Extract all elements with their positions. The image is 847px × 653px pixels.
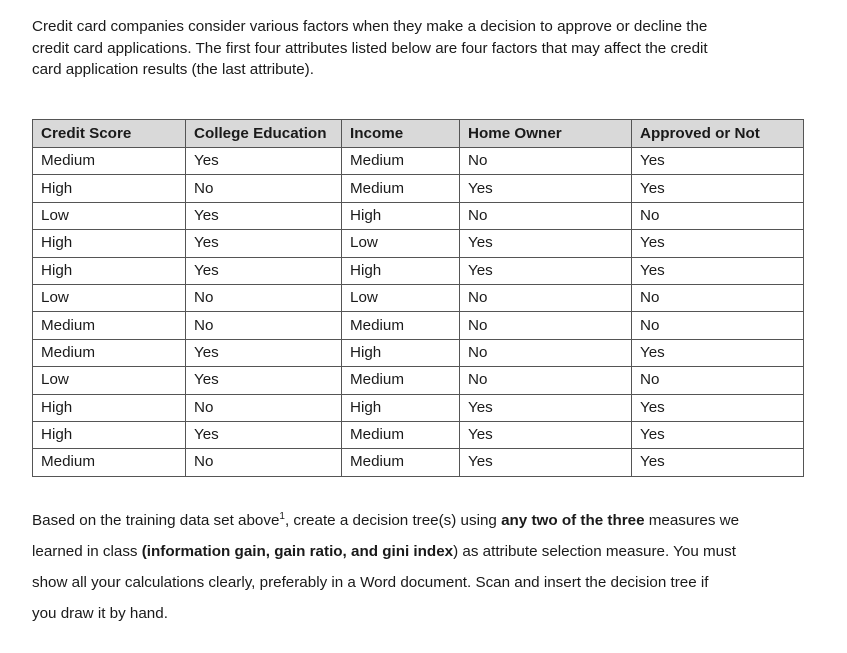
- cell-home-owner: No: [460, 312, 632, 339]
- header-income: Income: [342, 120, 460, 148]
- cell-income: High: [342, 202, 460, 229]
- cell-college-education: Yes: [186, 421, 342, 448]
- cell-credit-score: Low: [33, 202, 186, 229]
- cell-approved-or-not: Yes: [632, 394, 804, 421]
- instructions-line-1: [32, 505, 822, 536]
- cell-home-owner: No: [460, 367, 632, 394]
- table-row: [33, 449, 804, 476]
- training-data-table: [32, 119, 804, 477]
- cell-income: High: [342, 394, 460, 421]
- table-body: [33, 148, 804, 477]
- cell-income: Medium: [342, 312, 460, 339]
- cell-credit-score: High: [33, 421, 186, 448]
- cell-college-education: Yes: [186, 148, 342, 175]
- cell-approved-or-not: Yes: [632, 175, 804, 202]
- cell-approved-or-not: Yes: [632, 230, 804, 257]
- cell-college-education: No: [186, 394, 342, 421]
- cell-college-education: Yes: [186, 367, 342, 394]
- instructions-text: , create a decision tree(s) using: [284, 512, 502, 529]
- cell-credit-score: Low: [33, 367, 186, 394]
- cell-approved-or-not: Yes: [632, 257, 804, 284]
- cell-approved-or-not: Yes: [632, 148, 804, 175]
- table-row: [33, 257, 804, 284]
- cell-credit-score: Low: [33, 284, 186, 311]
- cell-home-owner: Yes: [460, 421, 632, 448]
- cell-approved-or-not: Yes: [632, 339, 804, 366]
- instructions-measures-list: (information gain, gain ratio, and gini index: [141, 543, 454, 560]
- cell-income: Medium: [342, 175, 460, 202]
- cell-credit-score: High: [33, 394, 186, 421]
- table-row: [33, 421, 804, 448]
- cell-income: High: [342, 339, 460, 366]
- table-row: [33, 367, 804, 394]
- table-row: [33, 339, 804, 366]
- intro-line-1: Credit card companies consider various factors when they make a decision to approve or decline the: [32, 18, 708, 35]
- cell-income: High: [342, 257, 460, 284]
- header-college-education: College Education: [186, 120, 342, 148]
- cell-credit-score: Medium: [33, 339, 186, 366]
- instructions-paragraph: [32, 505, 822, 629]
- cell-credit-score: High: [33, 230, 186, 257]
- cell-approved-or-not: Yes: [632, 449, 804, 476]
- intro-line-3: card application results (the last attribute).: [32, 61, 314, 78]
- cell-college-education: No: [186, 312, 342, 339]
- footnote-marker: 1: [279, 511, 285, 522]
- cell-home-owner: No: [460, 202, 632, 229]
- cell-college-education: No: [186, 284, 342, 311]
- table-row: [33, 202, 804, 229]
- instructions-text: learned in class: [32, 543, 142, 560]
- cell-income: Low: [342, 284, 460, 311]
- table-row: [33, 148, 804, 175]
- instructions-text: Based on the training data set above: [32, 512, 280, 529]
- cell-income: Low: [342, 230, 460, 257]
- instructions-line-4: you draw it by hand.: [32, 605, 168, 622]
- instructions-line-2: [32, 536, 822, 567]
- table-row: [33, 230, 804, 257]
- cell-approved-or-not: No: [632, 367, 804, 394]
- cell-college-education: Yes: [186, 339, 342, 366]
- cell-home-owner: Yes: [460, 257, 632, 284]
- header-home-owner: Home Owner: [460, 120, 632, 148]
- cell-college-education: Yes: [186, 202, 342, 229]
- cell-approved-or-not: No: [632, 312, 804, 339]
- cell-home-owner: Yes: [460, 175, 632, 202]
- instructions-text: ) as attribute selection measure. You must: [453, 543, 736, 560]
- cell-approved-or-not: Yes: [632, 421, 804, 448]
- table-row: [33, 394, 804, 421]
- instructions-line-3: show all your calculations clearly, preferably in a Word document. Scan and insert the decision tree if: [32, 574, 709, 591]
- instructions-text: measures we: [644, 512, 740, 529]
- cell-income: Medium: [342, 421, 460, 448]
- cell-credit-score: Medium: [33, 148, 186, 175]
- cell-credit-score: High: [33, 257, 186, 284]
- cell-home-owner: Yes: [460, 449, 632, 476]
- cell-income: Medium: [342, 367, 460, 394]
- cell-home-owner: No: [460, 148, 632, 175]
- cell-credit-score: Medium: [33, 312, 186, 339]
- cell-home-owner: Yes: [460, 230, 632, 257]
- cell-income: Medium: [342, 148, 460, 175]
- cell-college-education: No: [186, 175, 342, 202]
- cell-college-education: No: [186, 449, 342, 476]
- instructions-emphasis: any two of the three: [501, 512, 645, 529]
- header-approved-or-not: Approved or Not: [632, 120, 804, 148]
- cell-approved-or-not: No: [632, 202, 804, 229]
- cell-approved-or-not: No: [632, 284, 804, 311]
- cell-credit-score: Medium: [33, 449, 186, 476]
- cell-home-owner: Yes: [460, 394, 632, 421]
- cell-credit-score: High: [33, 175, 186, 202]
- header-credit-score: Credit Score: [33, 120, 186, 148]
- intro-line-2: credit card applications. The first four attributes listed below are four factors that may affect the credit: [32, 39, 708, 57]
- cell-home-owner: No: [460, 284, 632, 311]
- table-header-row: [33, 120, 804, 148]
- table-row: [33, 284, 804, 311]
- table-row: [33, 312, 804, 339]
- cell-income: Medium: [342, 449, 460, 476]
- intro-paragraph: [32, 16, 822, 81]
- cell-home-owner: No: [460, 339, 632, 366]
- cell-college-education: Yes: [186, 257, 342, 284]
- table-row: [33, 175, 804, 202]
- cell-college-education: Yes: [186, 230, 342, 257]
